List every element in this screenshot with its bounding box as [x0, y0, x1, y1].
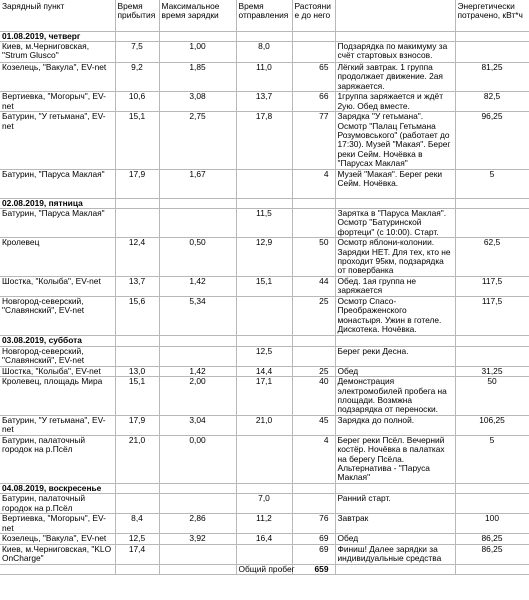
cell-distance: 76: [292, 514, 335, 534]
header-arrival: Время прибытия: [115, 0, 159, 31]
empty-cell: [455, 31, 529, 41]
header-notes: [335, 0, 455, 31]
cell-distance: [292, 208, 335, 237]
empty-cell: [455, 198, 529, 208]
table-row: [0, 276, 529, 296]
cell-notes: Обед: [335, 366, 455, 376]
day-label: 03.08.2019, суббота: [0, 335, 115, 346]
cell-energy: [455, 494, 529, 514]
cell-distance: 4: [292, 169, 335, 198]
empty-cell: [115, 31, 159, 41]
cell-max-charge: [159, 346, 236, 366]
empty-cell: [335, 198, 455, 208]
table-row: [0, 296, 529, 335]
cell-max-charge: 1,42: [159, 366, 236, 376]
cell-distance: 40: [292, 377, 335, 416]
cell-max-charge: 3,92: [159, 534, 236, 544]
cell-point: Батурин, "У гетьмана", EV-net: [0, 112, 115, 169]
cell-arrival: [115, 494, 159, 514]
cell-departure: 13,7: [236, 92, 292, 112]
header-row: [0, 0, 529, 31]
table-row: [0, 435, 529, 483]
cell-notes: Музей "Макая". Берег реки Сейм. Ночёвка.: [335, 169, 455, 198]
table-row: [0, 377, 529, 416]
empty-cell: [115, 564, 159, 574]
empty-cell: [455, 483, 529, 493]
cell-point: Козелець, "Вакула", EV-net: [0, 62, 115, 91]
cell-arrival: 15,1: [115, 377, 159, 416]
cell-departure: 8,0: [236, 41, 292, 62]
empty-cell: [335, 335, 455, 346]
cell-energy: 117,5: [455, 296, 529, 335]
cell-point: Киев, м.Черниговская, "KLO OnCharge": [0, 544, 115, 564]
cell-point: Батурин, "Паруса Маклая": [0, 208, 115, 237]
empty-cell: [236, 198, 292, 208]
cell-point: Новгород-северский, "Славянский", EV-net: [0, 346, 115, 366]
cell-distance: 69: [292, 534, 335, 544]
empty-cell: [159, 198, 236, 208]
cell-max-charge: 1,85: [159, 62, 236, 91]
table-row: [0, 208, 529, 237]
day-label: 01.08.2019, четверг: [0, 31, 115, 41]
day-label: 02.08.2019, пятница: [0, 198, 115, 208]
cell-notes: Осмотр яблони-колонии. Зарядки НЕТ. Для тех, кто не проходит 95км, подзарядка от повербанка: [335, 238, 455, 277]
cell-point: Батурин, палаточный городок на р.Псёл: [0, 494, 115, 514]
cell-max-charge: 0,00: [159, 435, 236, 483]
cell-max-charge: 1,67: [159, 169, 236, 198]
cell-energy: 100: [455, 514, 529, 534]
cell-distance: 50: [292, 238, 335, 277]
cell-distance: 25: [292, 366, 335, 376]
empty-cell: [115, 198, 159, 208]
empty-cell: [159, 564, 236, 574]
cell-departure: 21,0: [236, 415, 292, 435]
cell-max-charge: 5,34: [159, 296, 236, 335]
cell-departure: 14,4: [236, 366, 292, 376]
cell-max-charge: 0,50: [159, 238, 236, 277]
cell-max-charge: 2,86: [159, 514, 236, 534]
cell-departure: 17,1: [236, 377, 292, 416]
cell-distance: 69: [292, 544, 335, 564]
day-row: [0, 335, 529, 346]
cell-point: Батурин, палаточный городок на р.Псёл: [0, 435, 115, 483]
cell-energy: 31,25: [455, 366, 529, 376]
cell-departure: 11,5: [236, 208, 292, 237]
table-row: [0, 544, 529, 564]
cell-max-charge: 2,00: [159, 377, 236, 416]
cell-arrival: 15,1: [115, 112, 159, 169]
cell-departure: 11,0: [236, 62, 292, 91]
cell-departure: [236, 544, 292, 564]
header-point: Зарядный пункт: [0, 0, 115, 31]
empty-cell: [115, 335, 159, 346]
table-row: [0, 62, 529, 91]
cell-arrival: 7,5: [115, 41, 159, 62]
cell-notes: Осмотр Спасо-Преображенского монастыря. Ужин в готеле. Дискотека. Ночёвка.: [335, 296, 455, 335]
cell-point: Вертиевка, "Могорыч", EV-net: [0, 92, 115, 112]
cell-notes: Зарядка до полной.: [335, 415, 455, 435]
cell-notes: Берег реки Псёл. Вечерний костёр. Ночёвка в палатках на берегу Псёла. Альтернатива - "Паруса Маклая": [335, 435, 455, 483]
cell-arrival: 17,9: [115, 169, 159, 198]
cell-point: Козелець, "Вакула", EV-net: [0, 534, 115, 544]
cell-energy: 62,5: [455, 238, 529, 277]
empty-cell: [292, 198, 335, 208]
empty-cell: [292, 335, 335, 346]
cell-notes: Подзарядка по макимуму за счёт стартовых взносов.: [335, 41, 455, 62]
cell-energy: 50: [455, 377, 529, 416]
cell-energy: 82,5: [455, 92, 529, 112]
total-value: 659: [292, 564, 335, 574]
table-row: [0, 238, 529, 277]
cell-departure: 17,8: [236, 112, 292, 169]
cell-distance: 4: [292, 435, 335, 483]
cell-notes: Демонстрация электромобилей пробега на площади. Возмжна подзарядка от переноски.: [335, 377, 455, 416]
table-row: [0, 41, 529, 62]
empty-cell: [335, 564, 455, 574]
cell-point: Батурин, "Паруса Маклая": [0, 169, 115, 198]
cell-distance: 25: [292, 296, 335, 335]
header-max-charge: Максимальное время зарядки: [159, 0, 236, 31]
cell-max-charge: [159, 544, 236, 564]
cell-notes: Ранний старт.: [335, 494, 455, 514]
day-row: [0, 31, 529, 41]
cell-point: Кролевец, площадь Мира: [0, 377, 115, 416]
table-row: [0, 346, 529, 366]
cell-energy: [455, 208, 529, 237]
cell-distance: 66: [292, 92, 335, 112]
cell-max-charge: 2,75: [159, 112, 236, 169]
cell-point: Шостка, "Колыба", EV-net: [0, 276, 115, 296]
cell-max-charge: [159, 208, 236, 237]
empty-cell: [236, 483, 292, 493]
cell-arrival: 9,2: [115, 62, 159, 91]
cell-energy: 81,25: [455, 62, 529, 91]
cell-arrival: 15,6: [115, 296, 159, 335]
empty-cell: [455, 564, 529, 574]
cell-arrival: 13,7: [115, 276, 159, 296]
cell-energy: 86,25: [455, 534, 529, 544]
cell-distance: 77: [292, 112, 335, 169]
cell-notes: Обед: [335, 534, 455, 544]
empty-cell: [115, 483, 159, 493]
cell-distance: [292, 41, 335, 62]
cell-notes: Зарятка в "Паруса Маклая". Осмотр "Батуринской фортеци" (с 10:00). Старт.: [335, 208, 455, 237]
empty-cell: [455, 335, 529, 346]
footer-row: [0, 564, 529, 574]
cell-point: Новгород-северский, "Славянский", EV-net: [0, 296, 115, 335]
table-row: [0, 112, 529, 169]
cell-distance: 45: [292, 415, 335, 435]
cell-distance: 65: [292, 62, 335, 91]
cell-arrival: 21,0: [115, 435, 159, 483]
cell-notes: 1группа заряжается и ждёт 2ую. Обед вместе.: [335, 92, 455, 112]
cell-energy: 5: [455, 435, 529, 483]
cell-notes: Зарядка "У гетьмана". Осмотр "Палац Гетьмана Розумовського" (работает до 17:30). Музей "Макая". Берег реки Сейм. Ночёвка в "Парусах Маклая": [335, 112, 455, 169]
cell-distance: [292, 494, 335, 514]
cell-notes: Обед. 1ая группа не заряжается: [335, 276, 455, 296]
empty-cell: [0, 564, 115, 574]
cell-departure: [236, 435, 292, 483]
cell-max-charge: [159, 494, 236, 514]
cell-departure: [236, 169, 292, 198]
cell-departure: 12,9: [236, 238, 292, 277]
cell-energy: 5: [455, 169, 529, 198]
cell-arrival: 17,4: [115, 544, 159, 564]
cell-energy: [455, 346, 529, 366]
cell-arrival: 12,5: [115, 534, 159, 544]
day-row: [0, 483, 529, 493]
empty-cell: [292, 31, 335, 41]
cell-point: Киев, м.Черниговская, "Strum Glusco": [0, 41, 115, 62]
cell-notes: Берег реки Десна.: [335, 346, 455, 366]
total-label: Общий пробег: [236, 564, 292, 574]
cell-max-charge: 3,04: [159, 415, 236, 435]
cell-energy: 117,5: [455, 276, 529, 296]
cell-notes: Финиш! Далее зарядки за индивидуальные средства: [335, 544, 455, 564]
empty-cell: [159, 483, 236, 493]
day-label: 04.08.2019, воскресенье: [0, 483, 115, 493]
cell-energy: 96,25: [455, 112, 529, 169]
empty-cell: [159, 31, 236, 41]
empty-cell: [236, 335, 292, 346]
cell-notes: Завтрак: [335, 514, 455, 534]
cell-arrival: [115, 346, 159, 366]
cell-notes: Лёгкий завтрак. 1 группа продолжает движение. 2ая заряжается.: [335, 62, 455, 91]
cell-max-charge: 1,42: [159, 276, 236, 296]
cell-departure: 16,4: [236, 534, 292, 544]
cell-max-charge: 1,00: [159, 41, 236, 62]
cell-point: Батурин, "У гетьмана", EV-net: [0, 415, 115, 435]
table-row: [0, 534, 529, 544]
empty-cell: [236, 31, 292, 41]
cell-point: Кролевец: [0, 238, 115, 277]
empty-cell: [159, 335, 236, 346]
empty-cell: [335, 483, 455, 493]
table-row: [0, 92, 529, 112]
cell-arrival: 12,4: [115, 238, 159, 277]
cell-energy: 86,25: [455, 544, 529, 564]
header-distance: Растояние до него: [292, 0, 335, 31]
table-row: [0, 415, 529, 435]
cell-departure: 11,2: [236, 514, 292, 534]
cell-arrival: [115, 208, 159, 237]
cell-arrival: 17,9: [115, 415, 159, 435]
cell-point: Шостка, "Колыба", EV-net: [0, 366, 115, 376]
table-row: [0, 494, 529, 514]
cell-departure: 7,0: [236, 494, 292, 514]
day-row: [0, 198, 529, 208]
cell-distance: [292, 346, 335, 366]
cell-departure: [236, 296, 292, 335]
header-departure: Время отправления: [236, 0, 292, 31]
cell-max-charge: 3,08: [159, 92, 236, 112]
cell-arrival: 8,4: [115, 514, 159, 534]
cell-distance: 44: [292, 276, 335, 296]
empty-cell: [292, 483, 335, 493]
cell-departure: 15,1: [236, 276, 292, 296]
cell-point: Вертиевка, "Могорыч", EV-net: [0, 514, 115, 534]
cell-energy: 106,25: [455, 415, 529, 435]
cell-arrival: 13,0: [115, 366, 159, 376]
table-row: [0, 169, 529, 198]
table-row: [0, 366, 529, 376]
cell-departure: 12,5: [236, 346, 292, 366]
empty-cell: [335, 31, 455, 41]
cell-arrival: 10,6: [115, 92, 159, 112]
table-row: [0, 514, 529, 534]
header-energy: Энергетически потрачено, кВт*ч: [455, 0, 529, 31]
cell-energy: [455, 41, 529, 62]
